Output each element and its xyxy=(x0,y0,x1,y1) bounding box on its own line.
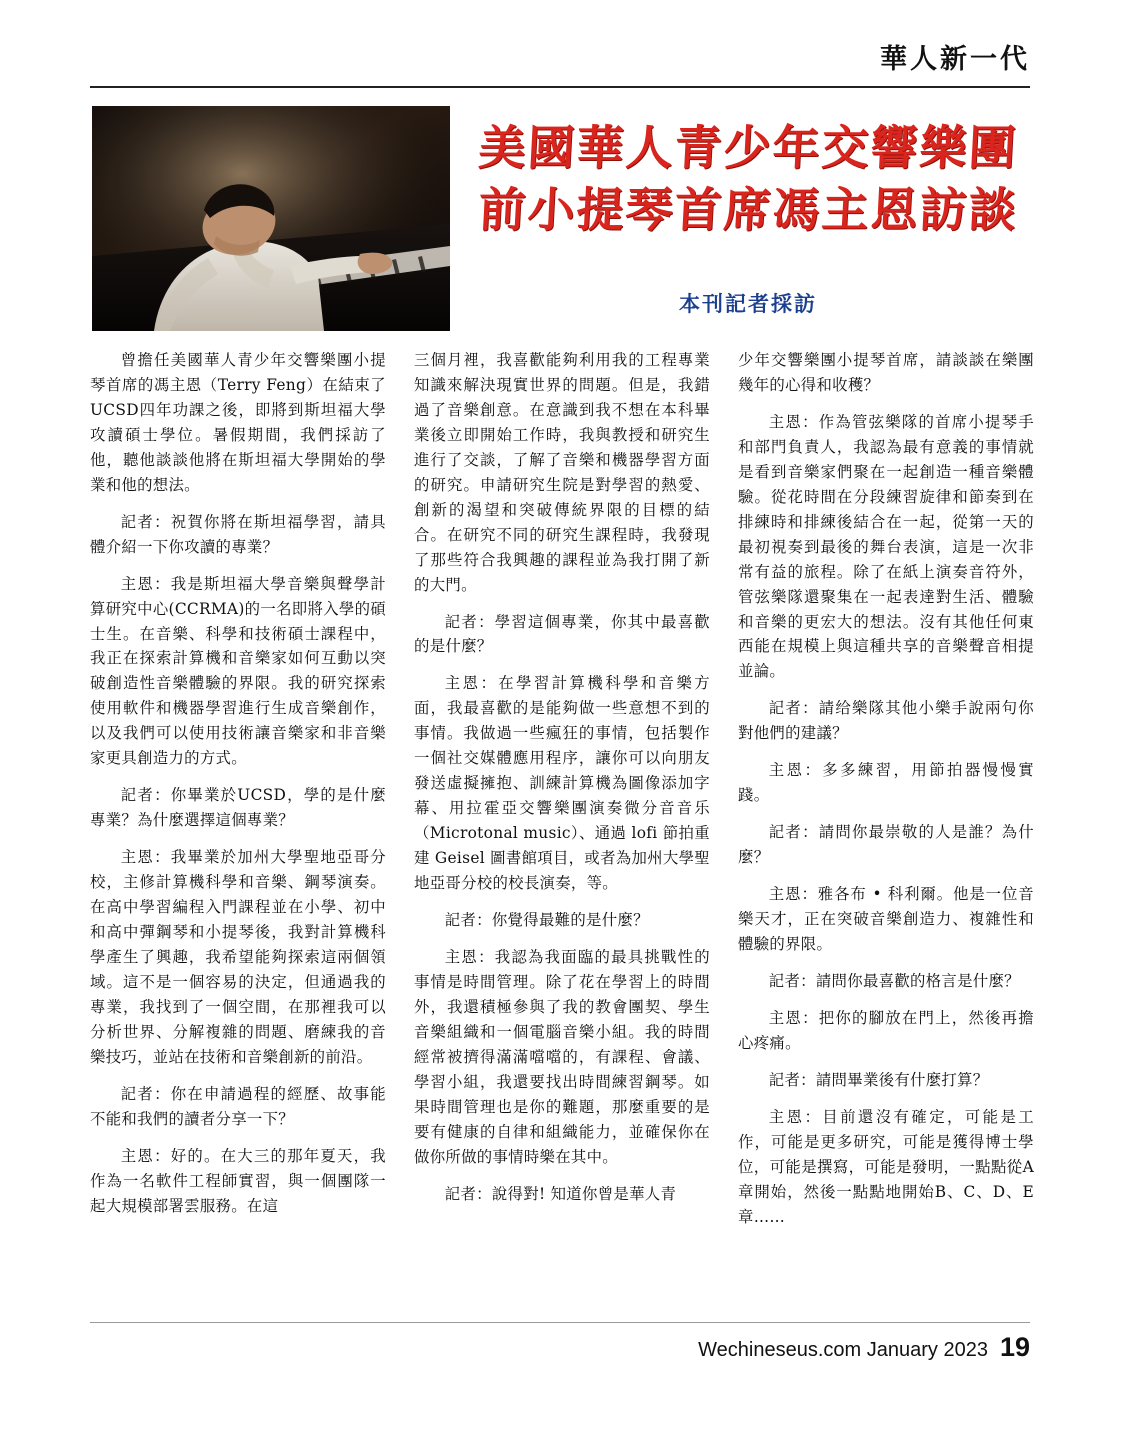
article-photo xyxy=(92,106,450,331)
paragraph: 主恩：目前還沒有確定，可能是工作，可能是更多研究，可能是獲得博士學位，可能是撰寫，可能是發明，一點點從A章開始，然後一點點地開始B、C、D、E章…… xyxy=(738,1107,1034,1226)
paragraph: 記者：請問你最喜歡的格言是什麼？ xyxy=(768,971,1020,990)
paragraph: 少年交響樂團小提琴首席，請談談在樂團幾年的心得和收穫？ xyxy=(738,351,1034,394)
pianist-portrait-image xyxy=(92,106,450,331)
headline-line-1: 美國華人青少年交響樂團 xyxy=(477,121,1019,176)
paragraph: 記者：學習這個專業，你其中最喜歡的是什麼？ xyxy=(414,612,710,656)
paragraph: 記者：你畢業於UCSD，學的是什麼專業？為什麼選擇這個專業？ xyxy=(90,786,386,830)
column-1 xyxy=(90,348,386,1278)
paragraph: 主恩：多多練習，用節拍器慢慢實踐。 xyxy=(738,761,1034,805)
paragraph: 主恩：我是斯坦福大學音樂與聲學計算研究中心(CCRMA)的一名即將入學的碩士生。在音樂、科學和技術碩士課程中，我正在探索計算機和音樂家如何互動以突破創造性音樂體驗的界限。我的研究探索使用軟件和機器學習進行生成音樂創作，以及我們可以使用技術讓音樂家和非音樂家更具創造力的方式。 xyxy=(90,574,386,768)
paragraph: 記者：請問你最崇敬的人是誰？為什麼？ xyxy=(738,823,1034,867)
article-byline: 本刊記者採訪 xyxy=(679,291,817,316)
footer-site-date: Wechineseus.com January 2023 xyxy=(698,1339,988,1361)
page-footer xyxy=(90,1332,1030,1363)
paragraph: 三個月裡，我喜歡能夠利用我的工程專業知識來解決現實世界的問題。但是，我錯過了音樂創意。在意識到我不想在本科畢業後立即開始工作時，我與教授和研究生進行了交談，了解了音樂和機器學習方面的研究。申請研究生院是對學習的熱愛、創新的渴望和突破傳統界限的目標的結合。在研究不同的研究生課程時，我發現了那些符合我興趣的課程並為我打開了新的大門。 xyxy=(414,351,710,594)
footer-divider xyxy=(90,1322,1030,1323)
paragraph: 記者：請問畢業後有什麼打算？ xyxy=(768,1070,989,1089)
paragraph: 主恩：在學習計算機科學和音樂方面，我最喜歡的是能夠做一些意想不到的事情。我做過一些瘋狂的事情，包括製作一個社交媒體應用程序，讓你可以向朋友發送虛擬擁抱、訓練計算機為圖像添加字幕、用拉霍亞交響樂團演奏微分音音乐（Microtonal music）、通過 lofi 節拍重建 Geisel 圖書館項目，或者為加州大學聖地亞哥分校的校長演奏，等。 xyxy=(414,674,710,893)
column-2 xyxy=(414,348,710,1278)
paragraph: 主恩：把你的腳放在門上，然後再擔心疼痛。 xyxy=(738,1008,1034,1052)
article-headline xyxy=(468,118,1028,242)
paragraph: 記者：你覺得最難的是什麼？ xyxy=(444,911,649,930)
paragraph: 主恩：我畢業於加州大學聖地亞哥分校，主修計算機科學和音樂、鋼琴演奏。在高中學習編程入門課程並在小學、初中和高中彈鋼琴和小提琴後，我對計算機科學產生了興趣，我希望能夠探索這兩個領域。這不是一個容易的決定，但通過我的專業，我找到了一個空間，在那裡我可以分析世界、分解複雜的問題、磨練我的音樂技巧，並站在技術和音樂創新的前沿。 xyxy=(90,848,386,1066)
paragraph: 主恩：作為管弦樂隊的首席小提琴手和部門負責人，我認為最有意義的事情就是看到音樂家們聚在一起創造一種音樂體驗。從花時間在分段練習旋律和節奏到在排練時和排練後結合在一起，從第一天的最初視奏到最後的舞台表演，這是一次非常有益的旅程。除了在紙上演奏音符外，管弦樂隊還聚集在一起表達對生活、體驗和音樂的更宏大的想法。沒有其他任何東西能在規模上與這種共享的音樂聲音相提並論。 xyxy=(738,412,1034,681)
column-3 xyxy=(738,348,1034,1278)
masthead-title: 華人新一代 xyxy=(880,44,1030,75)
paragraph: 主恩：我認為我面臨的最具挑戰性的事情是時間管理。除了花在學習上的時間外，我還積極參與了我的教會團契、學生音樂組織和一個電腦音樂小組。我的時間經常被擠得滿滿噹噹的，有課程、會議、學習小組，我還要找出時間練習鋼琴。如果時間管理也是你的難題，那麼重要的是要有健康的自律和組織能力，並確保你在做你所做的事情時樂在其中。 xyxy=(414,947,710,1166)
headline-line-2: 前小提琴首席馮主恩訪談 xyxy=(477,183,1019,239)
paragraph: 主恩：好的。在大三的那年夏天，我作為一名軟件工程師實習，與一個團隊一起大規模部署雲服務。在這 xyxy=(90,1146,386,1215)
paragraph: 曾擔任美國華人青少年交響樂團小提琴首席的馮主恩（Terry Feng）在結束了UCSD四年功課之後，即將到斯坦福大學攻讀碩士學位。暑假期間，我們採訪了他，聽他談談他將在斯坦福大學開始的學業和他的想法。 xyxy=(90,351,386,494)
masthead xyxy=(90,46,1030,73)
header-divider xyxy=(90,86,1030,88)
paragraph: 記者：你在申請過程的經歷、故事能不能和我們的讀者分享一下？ xyxy=(90,1084,386,1128)
paragraph: 主恩：雅各布 • 科利爾。他是一位音樂天才，正在突破音樂創造力、複雜性和體驗的界限。 xyxy=(738,885,1034,954)
page-number: 19 xyxy=(999,1332,1030,1362)
article-body xyxy=(90,348,1034,1278)
paragraph: 記者：請给樂隊其他小樂手說兩句你對他們的建議？ xyxy=(738,699,1034,743)
paragraph: 記者：祝賀你將在斯坦福學習，請具體介紹一下你攻讀的專業？ xyxy=(90,512,386,556)
paragraph: 記者：說得對! 知道你曾是華人青 xyxy=(444,1184,677,1203)
